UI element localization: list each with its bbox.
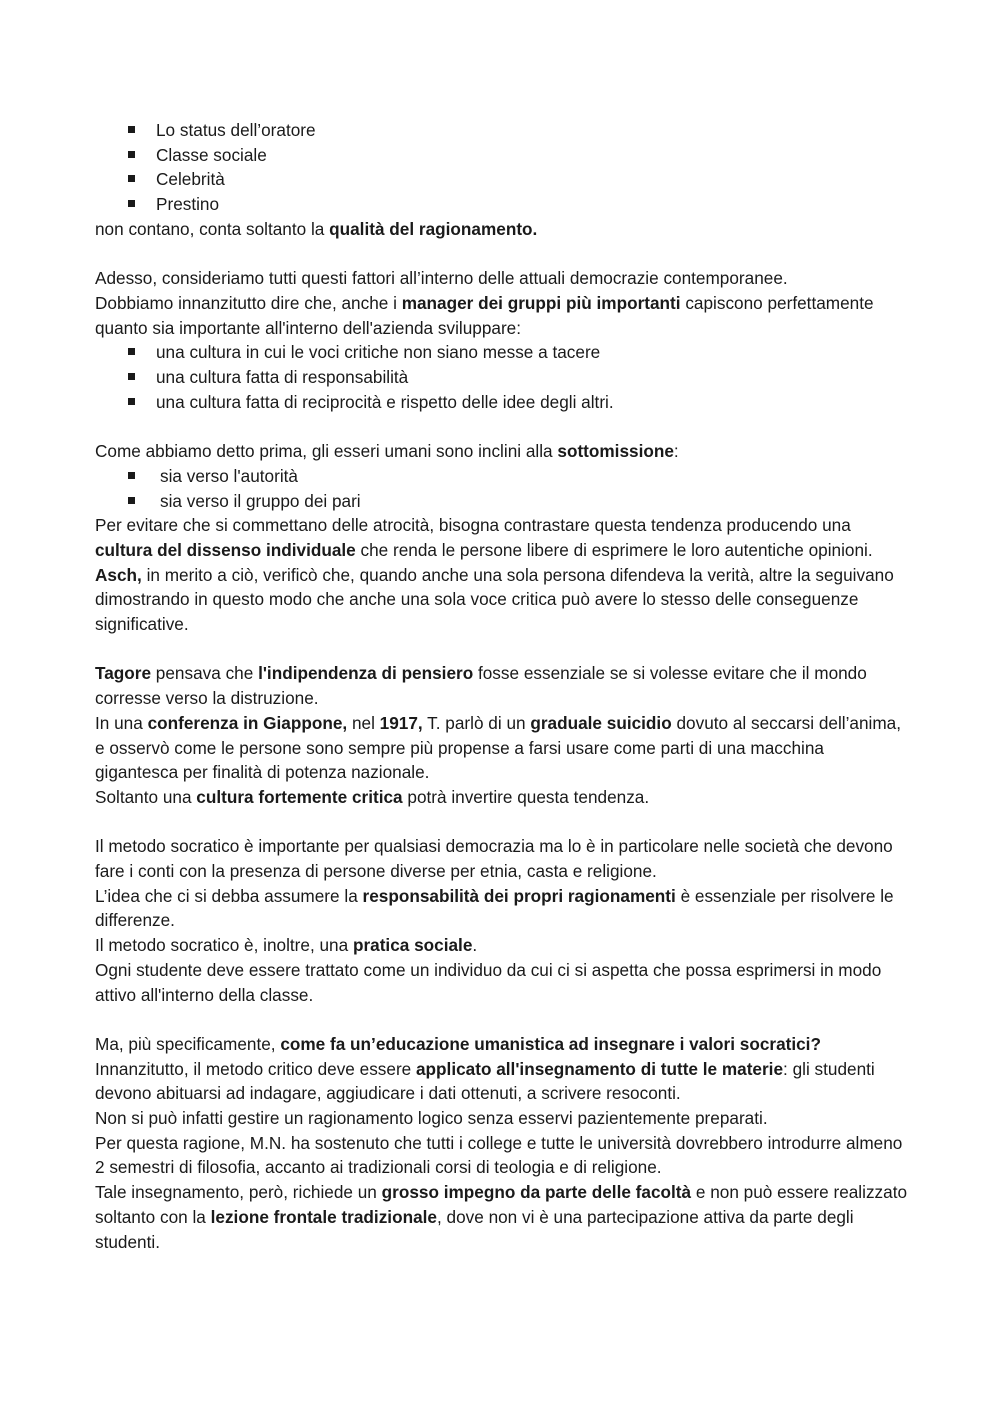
text-run: Ogni studente deve essere trattato come un individuo da cui ci si aspetta che possa esprimersi in modo attivo all'interno della classe. bbox=[95, 959, 882, 1005]
text-run: e non può essere realizzato soltanto con la bbox=[95, 1182, 908, 1227]
text-run: non contano, conta soltanto la bbox=[95, 218, 330, 239]
bold-text: come fa un’educazione umanistica ad insegnare i valori socratici? bbox=[280, 1033, 821, 1054]
text-run: In una bbox=[95, 712, 148, 733]
bullet-list bbox=[95, 118, 910, 217]
text-run: in merito a ciò, verificò che, quando anche una sola persona difendeva la verità, altre la seguivano dimostrando in questo modo che anche una sola voce critica può avere lo stesso delle conseguenze significative. bbox=[95, 564, 894, 635]
bullet-item: Celebrità bbox=[128, 167, 910, 192]
text-run: capiscono perfettamente quanto sia importante all'interno dell'azienda sviluppare: bbox=[95, 292, 874, 338]
paragraph bbox=[95, 217, 910, 242]
paragraph bbox=[95, 884, 910, 933]
blank-line bbox=[95, 1007, 910, 1032]
bullet-item: una cultura in cui le voci critiche non siano messe a tacere bbox=[128, 340, 910, 365]
text-run: Per evitare che si commettano delle atrocità, bisogna contrastare questa tendenza producendo una bbox=[95, 515, 851, 536]
bold-text: cultura fortemente critica bbox=[196, 786, 403, 807]
text-run: Dobbiamo innanzitutto dire che, anche i bbox=[95, 292, 402, 313]
paragraph bbox=[95, 1180, 910, 1254]
paragraph bbox=[95, 266, 910, 291]
bold-text: responsabilità dei propri ragionamenti bbox=[362, 885, 676, 906]
text-run: Innanzitutto, il metodo critico deve essere bbox=[95, 1058, 416, 1079]
paragraph bbox=[95, 711, 910, 785]
text-run: L’idea che ci si debba assumere la bbox=[95, 885, 363, 906]
bullet-list bbox=[95, 464, 910, 513]
paragraph bbox=[95, 439, 910, 464]
text-run: Adesso, consideriamo tutti questi fattori all’interno delle attuali democrazie contemporanee. bbox=[95, 268, 788, 289]
bold-text: conferenza in Giappone, bbox=[147, 712, 348, 733]
paragraph bbox=[95, 1032, 910, 1057]
text-run: Non si può infatti gestire un ragionamento logico senza esservi pazientemente preparati. bbox=[95, 1108, 768, 1129]
paragraph bbox=[95, 563, 910, 637]
bullet-item: sia verso l'autorità bbox=[128, 464, 910, 489]
paragraph bbox=[95, 785, 910, 810]
text-run: potrà invertire questa tendenza. bbox=[402, 786, 650, 807]
bullet-item: Prestino bbox=[128, 192, 910, 217]
bold-text: grosso impegno da parte delle facoltà bbox=[381, 1182, 692, 1203]
text-run: dovuto al seccarsi dell’anima, e osservò come le persone sono sempre più propense a farsi usare come parti di una macchina gigantesca per finalità di potenza nazionale. bbox=[95, 712, 901, 783]
text-run: Soltanto una bbox=[95, 786, 197, 807]
bullet-item: Lo status dell’oratore bbox=[128, 118, 910, 143]
text-run: pensava che bbox=[151, 663, 259, 684]
text-run: nel bbox=[347, 712, 380, 733]
text-run: : bbox=[673, 441, 679, 462]
text-run: Come abbiamo detto prima, gli esseri umani sono inclini alla bbox=[95, 441, 558, 462]
text-run: che renda le persone libere di esprimere le loro autentiche opinioni. bbox=[355, 539, 873, 560]
text-run: , dove non vi è una partecipazione attiva da parte degli studenti. bbox=[95, 1206, 854, 1252]
bold-text: applicato all'insegnamento di tutte le materie bbox=[416, 1058, 784, 1079]
paragraph bbox=[95, 958, 910, 1007]
bullet-item: una cultura fatta di responsabilità bbox=[128, 365, 910, 390]
paragraph bbox=[95, 1106, 910, 1131]
text-run: Il metodo socratico è importante per qualsiasi democrazia ma lo è in particolare nelle società che devono fare i conti con la presenza di persone diverse per etnia, casta e religione. bbox=[95, 836, 893, 882]
text-run: Per questa ragione, M.N. ha sostenuto che tutti i college e tutte le università dovrebbero introdurre almeno 2 semestri di filosofia, accanto ai tradizionali corsi di teologia e di religione. bbox=[95, 1132, 903, 1178]
bullet-item: una cultura fatta di reciprocità e rispetto delle idee degli altri. bbox=[128, 390, 910, 415]
paragraph bbox=[95, 513, 910, 562]
paragraph bbox=[95, 1057, 910, 1106]
bullet-item: sia verso il gruppo dei pari bbox=[128, 489, 910, 514]
paragraph bbox=[95, 291, 910, 340]
blank-line bbox=[95, 637, 910, 662]
bold-text: qualità del ragionamento. bbox=[329, 218, 538, 239]
text-run: Il metodo socratico è, inoltre, una bbox=[95, 935, 353, 956]
document-body bbox=[95, 118, 910, 1254]
bold-text: Tagore bbox=[95, 663, 152, 684]
text-run: . bbox=[472, 935, 478, 956]
text-run: Ma, più specificamente, bbox=[95, 1033, 281, 1054]
paragraph bbox=[95, 933, 910, 958]
bold-text: pratica sociale bbox=[352, 935, 473, 956]
text-run: Tale insegnamento, però, richiede un bbox=[95, 1182, 382, 1203]
text-run: è essenziale per risolvere le differenze. bbox=[95, 885, 894, 931]
blank-line bbox=[95, 414, 910, 439]
bold-text: Asch, bbox=[95, 564, 142, 585]
bold-text: graduale suicidio bbox=[530, 712, 672, 733]
bold-text: l'indipendenza di pensiero bbox=[258, 663, 474, 684]
paragraph bbox=[95, 834, 910, 883]
blank-line bbox=[95, 242, 910, 267]
bullet-item: Classe sociale bbox=[128, 143, 910, 168]
text-run: fosse essenziale se si volesse evitare che il mondo corresse verso la distruzione. bbox=[95, 663, 867, 709]
text-run: : gli studenti devono abituarsi ad indagare, aggiudicare i dati ottenuti, a scrivere resoconti. bbox=[95, 1058, 875, 1104]
bold-text: sottomissione bbox=[557, 441, 674, 462]
bold-text: lezione frontale tradizionale bbox=[210, 1206, 437, 1227]
paragraph bbox=[95, 661, 910, 710]
bold-text: manager dei gruppi più importanti bbox=[401, 292, 681, 313]
blank-line bbox=[95, 810, 910, 835]
text-run: T. parlò di un bbox=[422, 712, 531, 733]
bold-text: 1917, bbox=[379, 712, 423, 733]
paragraph bbox=[95, 1131, 910, 1180]
bullet-list bbox=[95, 340, 910, 414]
bold-text: cultura del dissenso individuale bbox=[95, 539, 356, 560]
